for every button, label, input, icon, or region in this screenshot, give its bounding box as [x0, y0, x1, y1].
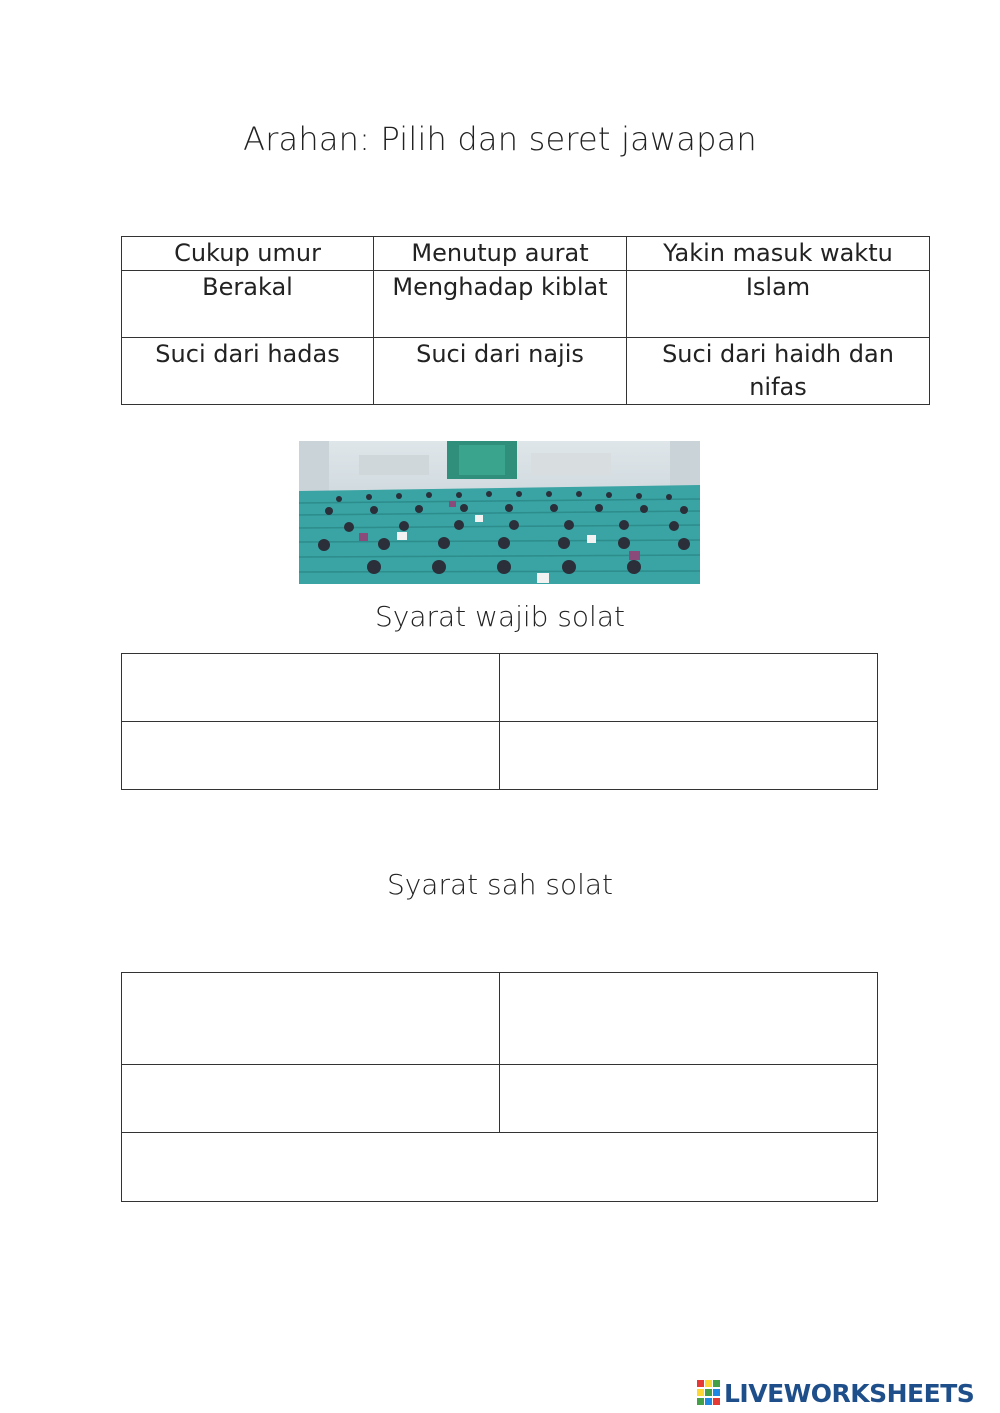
drop-zone[interactable] — [122, 722, 500, 790]
section-title-sah: Syarat sah solat — [386, 868, 614, 901]
answer-option[interactable]: Yakin masuk waktu — [627, 237, 930, 271]
drop-zone[interactable] — [500, 722, 878, 790]
brand-name: LIVEWORKSHEETS — [724, 1378, 975, 1408]
answer-option[interactable]: Cukup umur — [122, 237, 374, 271]
answer-option[interactable]: Menutup aurat — [374, 237, 627, 271]
sah-answer-table — [121, 972, 878, 1202]
section-title-wajib: Syarat wajib solat — [375, 600, 625, 633]
answer-option[interactable]: Suci dari hadas — [122, 338, 374, 405]
answer-option[interactable]: Suci dari najis — [374, 338, 627, 405]
drop-zone[interactable] — [500, 654, 878, 722]
instruction-heading: Arahan: Pilih dan seret jawapan — [243, 120, 757, 158]
drop-zone[interactable] — [122, 973, 500, 1065]
answer-option[interactable]: Berakal — [122, 271, 374, 338]
drop-zone[interactable] — [500, 973, 878, 1065]
wajib-answer-table — [121, 653, 878, 790]
mosque-photo-illustration — [299, 441, 700, 584]
drop-zone[interactable] — [122, 654, 500, 722]
drop-zone[interactable] — [500, 1065, 878, 1133]
answer-options-table — [121, 236, 930, 405]
drop-zone[interactable] — [122, 1065, 500, 1133]
mosque-prayer-photo — [299, 441, 700, 584]
liveworksheets-logo-icon — [697, 1380, 721, 1406]
drop-zone[interactable] — [122, 1133, 878, 1202]
answer-option[interactable]: Islam — [627, 271, 930, 338]
answer-option[interactable]: Suci dari haidh dan nifas — [627, 338, 930, 405]
answer-option[interactable]: Menghadap kiblat — [374, 271, 627, 338]
liveworksheets-logo — [697, 1378, 974, 1408]
